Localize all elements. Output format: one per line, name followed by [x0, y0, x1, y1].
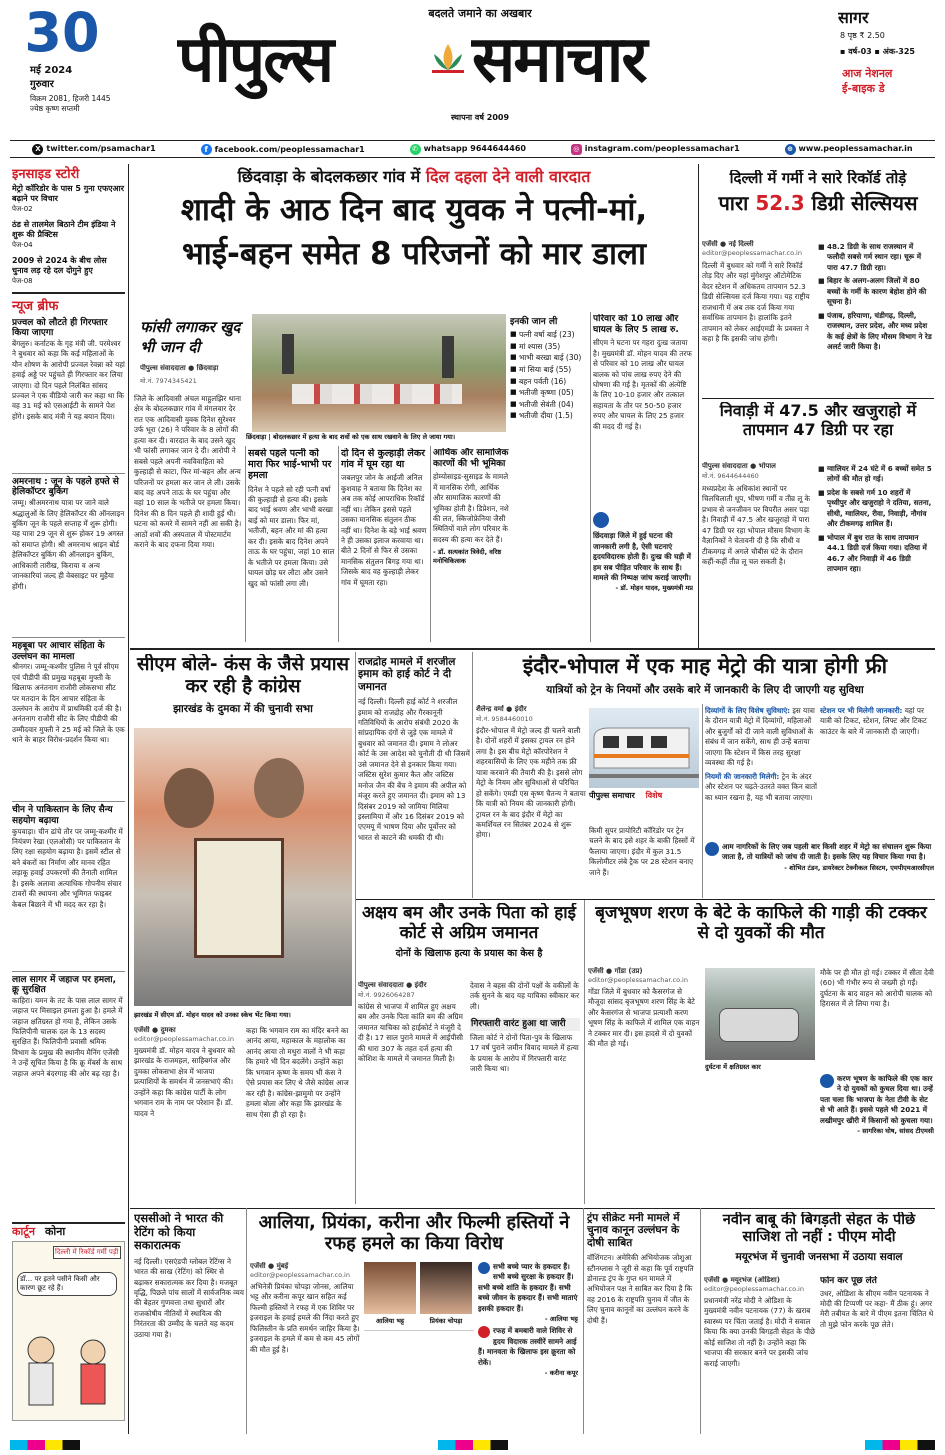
inside-item-page: पेज-02	[12, 204, 33, 213]
niwari-body: मध्यप्रदेश के अधिकांश स्थानों पर चिलचिलाती धूप, भीषण गर्मी व तीव्र लू के प्रभाव से जनजीवन पर विपरीत असर पड़ा है। निवाड़ी में 47.5 और खजुराहो में पारा 47 डिग्री पर रहा भोपाल मौसम विभाग के वैज्ञानिकों ने चेतावनी दी है कि सीधी व टीकमगढ़ में अगले चौबीस घंटे के दौरान कहीं-कहीं तीव्र लू चल सकती है।	[702, 484, 811, 567]
lead-body-col1: जिले के आदिवासी अंचल माहुलझिर थाना क्षेत्र के बोदलकछार गांव में मंगलवार देर रात एक आदिवासी युवक दिनेश सुरेश्वर उर्फ भूरा (26) ने परिवार के 8 लोगों की हत्या कर दी। वारदात के बाद उसने खुद भी फांसी लगाकर जान दे दी। आरोपी ने सबसे पहले अपनी नवविवाहिता को कुल्हाड़ी से काटा, फिर मां-बहन और अन्य परिजनों पर हमला कर जान ले ली। उसके बाद वह अपने ताऊ के घर पहुंचा और वहां 10 साल के भतीजे पर हमला किया। दिनेश की 8 दिन पहले ही शादी हुई थी। घटना को कमरे में सामने नहीं आ सकी है। आठों शवों की अस्पताल में पोस्टमार्टम कराने के बाद दफना दिया गया।	[134, 394, 242, 550]
metro-quote	[705, 842, 934, 896]
whatsapp-text: whatsapp 9644644460	[423, 143, 526, 153]
delhi-head-red: 52.3	[755, 190, 805, 215]
alia-email: editor@peoplessamachar.co.in	[250, 1271, 350, 1279]
inside-item-page: पेज-04	[12, 240, 33, 249]
lead-kicker	[134, 166, 694, 188]
metro-info	[820, 706, 934, 846]
whatsapp-link[interactable]	[410, 144, 526, 155]
quote-icon	[705, 842, 719, 856]
brief-body: काहिरा। यमन के तट के पास लाल सागर में जहाज पर मिसाइल हमला हुआ है। हमले में जहाज क्षतिग्रस्त हो गया है, लेकिन उसके फिलिपीनी चालक दल के 13 सदस्य सुरक्षित हैं। फिलिपीनी प्रवासी श्रमिक विभाग के प्रमुख की स्थानीय मैनिंग एजेंसी ने उन्हें सूचित किया है कि क्रू मेंबर्स के साथ जहाज अपने बंदरगाह की ओर बढ़ रहा है।	[12, 995, 123, 1078]
victims-list	[510, 329, 588, 422]
alia-body: अभिनेत्री प्रियंका चोपड़ा जोनस, आलिया भट्ट और करीना कपूर खान सहित कई फिल्मी हस्तियों ने रफह में एक शिविर पर इजराइल के हवाई हमले की निंदा करते हुए फिलिस्तीन के प्रति समर्थन जाहिर किया है। इजराइल के हमले में कम से कम 45 लोगों की मौत हुई है।	[250, 1282, 360, 1354]
sco-body: नई दिल्ली। एसएंडपी ग्लोबल रेटिंग्स ने भारत की साख (रेटिंग) को स्थिर से बढ़ाकर सकारात्मक कर दिया है। मजबूत वृद्धि, पिछले पांच सालों में सार्वजनिक व्यय की बेहतर गुणवत्ता तथा सुधारों और राजकोषीय नीतियों में स्थायित्व की निरंतरता की उम्मीद के चलते यह कदम उठाया गया है।	[134, 1256, 244, 1339]
lead-col2-head: सबसे पहले पत्नी को मारा फिर भाई-भाभी पर हमला	[248, 448, 332, 482]
brief-head: महबूबा पर आचार संहिता के उल्लंघन का मामला	[12, 641, 105, 662]
brief-body: बेंगलुरु। कर्नाटक के गृह मंत्री जी. परमेश्वर ने बुधवार को कहा कि कई महिलाओं के यौन शोषण के आरोपी प्रज्वल रेवन्ना को यहां हवाई अड्डे पर पहुंचते ही गिरफ्तार कर लिया जाएगा। दो दिन पहले निलंबित सांसद प्रज्वल ने एक वीडियो जारी कर कहा था कि वह 31 मई को एसआईटी के सामने पेश होंगे। इसके बाद मंत्री ने यह बयान दिया।	[12, 338, 125, 421]
inside-item[interactable]	[12, 256, 125, 286]
priyanka-photo	[420, 1262, 472, 1314]
naveen-phone-head: फोन कर पूछ लेते	[820, 1276, 877, 1286]
brief-item	[12, 801, 125, 966]
lead-kicker-left: छिंदवाड़ा के बोदलकछार गांव में	[237, 167, 421, 186]
metro-photo-label-text: पीपुल्स समाचार	[589, 791, 635, 800]
tagline: बदलते जमाने का अखबार	[428, 7, 532, 20]
akshay-byline: पीपुल्स संवाददाता ● इंदौर	[358, 981, 427, 989]
delhi-bullet: ■ पंजाब, हरियाणा, चंडीगढ़, दिल्ली, राजस्थान, उत्तर प्रदेश, और मध्य प्रदेश के कई क्षेत्रों के लिए मौसम विभाग ने रेड अलर्ट जारी किया है।	[818, 311, 932, 353]
lead-side-body: सीएम ने घटना पर गहरा दुःख जताया है। मुख्यमंत्री डॉ. मोहन यादव की तरफ से परिवार को 10 लाख और घायल बालक को पांच लाख रुपए देने की घोषणा की गई है। मृतकों की अंत्येष्टि के लिए 10-10 हजार और तत्काल सहायता के तौर पर 50-50 हजार रुपए और घायल के लिए 25 हजार की मदद दी गई है।	[593, 338, 692, 431]
sco-story	[134, 1212, 244, 1434]
congress-byline: एजेंसी ● दुमका	[134, 1026, 176, 1034]
inside-item-text: मेट्रो कॉरिडोर के पास 5 गुना एफएआर बढ़ाने पर विचार	[12, 184, 124, 204]
lead-side	[593, 314, 693, 642]
social-bar	[10, 140, 935, 158]
priyanka-photo-caption: प्रियंका चोपड़ा	[429, 1317, 463, 1325]
niwari-byline: पीपुल्स संवाददाता ● भोपाल	[702, 462, 776, 470]
brief-item	[12, 637, 125, 797]
lead-col3	[341, 448, 427, 643]
delhi-head-line1: दिल्ली में गर्मी ने सारे रिकॉर्ड तोड़े	[729, 170, 907, 187]
date-samvat: विक्रम 2081, हिजरी 1445	[30, 94, 111, 103]
metro-train-icon	[589, 708, 699, 788]
niwari-bullets	[818, 464, 932, 574]
brij-email: editor@peoplessamachar.co.in	[588, 976, 688, 984]
delhi-head-line2	[702, 192, 934, 216]
title-left: पीपुल्स	[178, 23, 333, 97]
naveen-head: नवीन बाबू की बिगड़ती सेहत के पीछे साजिश तो नहीं : पीएम मोदी	[722, 1212, 916, 1246]
lead-quote: छिंदवाड़ा जिले में हुई घटना की जानकारी लगी है, ऐसी घटनाएं हृदयविदारक होती हैं। दुःख की घड़ी में हम सब पीड़ित परिवार के साथ हैं। मामले की निष्पक्ष जांच कराई जाएगी।	[593, 531, 692, 582]
inside-item-text: 2009 से 2024 के बीच लोस चुनाव लड़ रहे दल दोगुने हुए	[12, 255, 107, 276]
delhi-byline: एजेंसी ● नई दिल्ली	[702, 240, 754, 248]
sco-head: एससीओ ने भारत की रेटिंग को किया सकारात्मक	[134, 1212, 224, 1253]
cartoon-box	[12, 1222, 125, 1427]
inside-item-text: ठंड से तालमेल बिठाने टीम इंडिया ने शुरू की प्रैक्टिस	[12, 219, 116, 240]
edition-note	[842, 66, 942, 96]
pages-price: 8 पृष्ठ ₹ 2.50	[840, 31, 885, 40]
inside-item-page: पेज-08	[12, 276, 33, 285]
lead-col4-body: होम्योसाइड-सुसाइड के मामले में मानसिक रोगी, आर्थिक और सामाजिक कारणों की भूमिका होती है। डिप्रेशन, नशे की लत, स्किजोफ्रेनिया जैसी स्थितियों वाले लोग परिवार के सदस्य की हत्या कर देते हैं।	[433, 472, 509, 544]
brief-body: जम्मू। श्रीअमरनाथ यात्रा पर जाने वाले श्रद्धालुओं के लिए हेलिकॉप्टर की ऑनलाइन बुकिंग जून के पहले सप्ताह में शुरू होगी। यह यात्रा 29 जून से शुरू होकर 19 अगस्त को समाप्त होगी। श्री अमरनाथ श्राइन बोर्ड हेलिकॉप्टर बुकिंग की ऑनलाइन बुकिंग, आधिकारी तारीख, किराया व अन्य जानकारियां जल्द ही वेबसाइट पर मुहैया होंगी।	[12, 498, 125, 591]
left-column	[12, 164, 125, 1209]
lead-col4-head: आर्थिक और सामाजिक कारणों की भी भूमिका	[433, 448, 509, 469]
brij-box	[820, 1074, 934, 1204]
cartoon-corner: कोना	[44, 1225, 66, 1238]
metro-special: विशेष	[645, 791, 663, 800]
lead-photo	[252, 314, 506, 432]
x-icon: X	[32, 144, 43, 155]
naveen-sub: मयूरभंज में चुनावी जनसभा में उठाया सवाल	[735, 1251, 903, 1264]
founded-year: स्थापना वर्ष 2009	[450, 113, 510, 122]
metro-info-text: यहां पर यात्री को टिकट, स्टेशन, लिफ्ट और टिकट काउंटर के बारे में जानकारी दी जाएगी।	[820, 706, 927, 736]
date-weekday: गुरुवार	[30, 79, 54, 90]
cartoon-bubble2: डॉ... पर इतने पसीने किसी और कारण छूट रहे हैं।	[17, 1272, 117, 1296]
alia-head: आलिया, प्रियंका, करीना और फिल्मी हस्तियों ने रफह हमले का किया विरोध	[258, 1212, 570, 1255]
city-name: सागर	[838, 8, 869, 27]
metro-head: इंदौर-भोपाल में एक माह मेट्रो की यात्रा होगी फ्री	[522, 654, 888, 678]
delhi-story	[702, 170, 934, 395]
brief-item	[12, 318, 125, 469]
delhi-body: दिल्ली में बुधवार को गर्मी ने सारे रिकॉर्ड तोड़ दिए और यहां मुंगेशपुर ऑटोमेटिक वेदर स्टेशन में अधिकतम तापमान 52.3 डिग्री सेल्सियस दर्ज किया गया। यह राष्ट्रीय राजधानी में अब तक दर्ज किया गया सर्वाधिक तापमान है। हालांकि इतने तापमान को लेकर आईएमडी के प्रवक्ता ने कहा है कि इसकी जांच होगी।	[702, 261, 810, 344]
victim-item: ■ मां सिया बाई (55)	[510, 364, 588, 376]
quote-icon	[478, 1262, 490, 1274]
naveen-email: editor@peoplessamachar.co.in	[704, 1285, 804, 1293]
lead-byline: पीपुल्स संवाददाता ● छिंदवाड़ा	[140, 364, 219, 372]
date-block	[12, 4, 142, 134]
delhi-email: editor@peoplessamachar.co.in	[702, 249, 802, 257]
edition-line1: आज नेशनल	[842, 67, 893, 80]
congress-body1: मुख्यमंत्री डॉ. मोहन यादव ने बुधवार को झारखंड के राजमहल, साहिबगंज और दुमका लोकसभा क्षेत्र में भाजपा प्रत्याशियों के समर्थन में जनसभाएं की। उन्होंने कहा कि कांग्रेस पार्टी के लोग भगवान राम के नाम पर परेशान हैं। डॉ. यादव ने	[134, 1046, 235, 1118]
date-day: 30	[24, 4, 100, 64]
lead-headline-2: भाई-बहन समेत 8 परिजनों को मार डाला	[181, 236, 647, 272]
lead-col4-sign: - डॉ. सत्यकांत त्रिवेदी, वरिष्ठ मनोचिकित्सक	[433, 548, 502, 566]
brief-head: चीन ने पाकिस्तान के लिए सैन्य सहयोग बढ़ाया	[12, 805, 113, 826]
metro-facilities-title: दिव्यांगों के लिए विशेष सुविधाएं:	[705, 706, 791, 715]
metro-body1: इंदौर-भोपाल में मेट्रो जल्द ही चलने वाली है। दोनों शहरों में इसका ट्रायल रन होने लगा है। इस बीच मेट्रो कॉरपोरेशन ने शहरवासियों के लिए एक महीने तक फ्री यात्रा करवाने की तैयारी की है। इससे लोग मेट्रो के नियम और सुविधाओं से परिचित हो सकेंगे। एमडी एस कृष्ण चैतन्य ने बताया कि यात्री को नियम की जानकारी होगी। ट्रायल रन के बाद इंदौर में मेट्रो का कमर्शियल रन सितंबर 2024 से शुरू होगा।	[476, 726, 586, 840]
naveen-phone-body: उधर, ओडिशा के सीएम नवीन पटनायक ने मोदी की टिप्पणी पर कहा- मैं ठीक हूं। अगर मेरी तबीयत के बारे में पीएम इतना चिंतित थे तो मुझे फोन करके पूछ लेते।	[820, 1288, 934, 1329]
alia-quote1-sign: - आलिया भट्ट	[544, 1315, 578, 1324]
niwari-bullet: ■ प्रदेश के सबसे गर्म 10 शहरों में पृथ्वीपुर और खजुराहो ने दतिया, सतना, सीधी, ग्वालियर, रीवा, निवाड़ी, नौगांव और टीकमगढ़ शामिल हैं।	[818, 488, 932, 530]
instagram-text: instagram.com/peoplessamachar1	[584, 143, 740, 153]
congress-sub: झारखंड के दुमका में की चुनावी सभा	[173, 702, 313, 715]
delhi-bullet: ■ 48.2 डिग्री के साथ राजस्थान में फलौदी सबसे गर्म स्थान रहा। चूरू में पारा 47.7 डिग्री रहा।	[818, 242, 932, 273]
metro-info-title: स्टेशन पर भी मिलेगी जानकारी:	[820, 706, 903, 715]
brij-photo	[705, 968, 815, 1060]
cartoon-image	[12, 1241, 125, 1421]
date-month: मई 2024	[30, 65, 73, 76]
metro-photo-label	[589, 790, 699, 801]
twitter-link[interactable]	[32, 144, 155, 155]
akshay-head: अक्षय बम और उनके पिता को हाई कोर्ट से अग्रिम जमानत	[362, 903, 576, 944]
instagram-link[interactable]	[571, 144, 740, 155]
masthead	[0, 0, 945, 140]
alia-photo	[364, 1262, 416, 1314]
brij-box-text: करण भूषण के काफिले की एक कार ने दो युवकों को कुचल दिया था। उन्हें पता चला कि भाजपा के नेता टीवी के सेट से भी आते हैं। इससे पहले भी 2021 में लखीमपुर खीरी में किसानों को कुचला गया।	[820, 1074, 933, 1125]
delhi-head-suffix: डिग्री सेल्सियस	[811, 190, 918, 215]
congress-photo-caption: झारखंड में सीएम डॉ. मोहन यादव को उनका स्केच भेंट किया गया।	[134, 1011, 291, 1019]
brief-head: प्रज्वल को लौटते ही गिरफ्तार किया जाएगा	[12, 317, 108, 339]
akshay-body2: देवास ने बहस की दोनों पक्षों के वकीलों के तर्क सुनने के बाद यह याचिका स्वीकार कर ली।	[470, 981, 580, 1011]
victim-item: ■ पत्नी वर्षा बाई (23)	[510, 329, 588, 341]
title-right: समाचार	[472, 23, 646, 97]
metro-quote-text: आम नागरिकों के लिए जब पहली बार किसी शहर में मेट्रो का संचालन शुरू किया जाता है, तो यात्रियों को जांच दी जाती है। इसके लिए यह विचार किया गया है।	[722, 842, 932, 862]
cartoon-bubble1: दिल्ली में रिकॉर्ड गर्मी पड़ी	[53, 1246, 121, 1259]
trump-story	[587, 1212, 697, 1434]
metro-mobile: मो.नं. 9584460010	[476, 715, 533, 723]
delhi-head-prefix: पारा	[718, 190, 749, 215]
akshay-story	[358, 903, 580, 1203]
brij-byline: एजेंसी ● गोंडा (उप्र)	[588, 967, 643, 975]
congress-email: editor@peoplessamachar.co.in	[134, 1035, 234, 1043]
akshay-sub: दोनों के खिलाफ हत्या के प्रयास का केस है	[395, 948, 543, 960]
facebook-link[interactable]	[201, 144, 365, 155]
sharjeel-story	[358, 656, 470, 896]
alia-quotes	[478, 1262, 578, 1434]
metro-sub: यात्रियों को ट्रेन के नियमों और उसके बारे में जानकारी के लिए दी जाएगी यह सुविधा	[546, 683, 864, 696]
congress-text	[134, 1026, 352, 1206]
edition-line2: ई-बाइक डे	[842, 82, 885, 95]
inside-item[interactable]	[12, 220, 125, 250]
date-paksha: ज्येष्ठ कृष्ण सप्तमी	[30, 104, 80, 113]
alia-quote1: सभी बच्चे प्यार के हकदार हैं। सभी बच्चे सुरक्षा के हकदार हैं। सभी बच्चे शांति के हकदार हैं। सभी बच्चे जीवन के हकदार हैं। सभी माताएं इसकी हकदार हैं।	[478, 1262, 578, 1313]
alia-col-rule	[364, 1330, 474, 1331]
year-issue: ▪ वर्ष-03 ▪ अंक-325	[840, 47, 915, 56]
metro-quote-sign: - शोभित टंडन, डायरेक्टर टेक्नीकल सिस्टम, एमपीएमआरसीएल	[784, 863, 934, 872]
akshay-body1: कांग्रेस से भाजपा में शामिल हुए अक्षय बम और उनके पिता कांति बम की अग्रिम जमानत याचिका को हाईकोर्ट ने मंजूरी दे दी है। 17 साल पुराने मामले में आईपीसी की धारा 307 के तहत दर्ज हत्या की कोशिश के मामले में जमानत मिली है।	[358, 1002, 463, 1064]
lead-col4	[433, 448, 509, 643]
brief-head: लाल सागर में जहाज पर हमला, क्रू सुरक्षित	[12, 974, 117, 996]
metro-facilities	[705, 706, 817, 846]
lead-photo-caption: छिंदवाड़ा | बोदलकछार में हत्या के बाद शवों को एक साथ रखवाने के लिए ले जाया गया।	[246, 433, 456, 441]
alia-photo-caption: आलिया भट्ट	[375, 1317, 405, 1325]
color-registration-bar	[10, 1440, 935, 1452]
brij-head: बृजभूषण शरण के बेटे के काफिले की गाड़ी की टक्कर से दो युवकों की मौत	[595, 903, 927, 944]
niwari-bullet: ■ भोपाल में बुध रात के साथ तापमान 44.1 डिग्री दर्ज किया गया। दतिया में 46.7 और निवाड़ी में 46 डिग्री तापमान रहा।	[818, 533, 932, 575]
niwari-bullet: ■ ग्वालियर में 24 घंटे में 6 बच्चों समेत 5 लोगों की मौत हो गई।	[818, 464, 932, 485]
whatsapp-icon: ✆	[410, 144, 421, 155]
metro-byline: शैलेन्द्र वर्मा ● इंदौर	[476, 705, 527, 713]
newspaper-title	[160, 20, 770, 100]
congress-body2: कहा कि भगवान राम का मंदिर बनने का आनंद आया, महाकाल के महालोक का आनंद आया तो मथुरा वालों ने भी कहा कि हमारे भी दिन बदलेंगे। उन्होंने कहा कि भगवान कृष्ण के समय भी कंस ने ऐसे प्रयास कर लिए थे जैसे कांग्रेस आज कर रही है। कांग्रेस-झामुमो पर उन्होंने हमला बोला और कहा कि झारखंड के साथ ऐसा ही हो रहा है।	[246, 1026, 349, 1119]
quote-icon	[593, 512, 609, 528]
lead-mobile: मो.नं. 7974345421	[140, 377, 197, 385]
facebook-text: facebook.com/peoplessamachar1	[214, 144, 365, 154]
trump-head: ट्रंप सीक्रेट मनी मामले में चुनाव कानून उल्लंघन के दोषी साबित	[587, 1212, 680, 1249]
trump-body: वॉशिंगटन। अमेरिकी अभियोजक जोशुआ स्टीनग्लास ने जूरी से कहा कि पूर्व राष्ट्रपति डोनाल्ड ट्रंप के गुप्त धन मामले में अभियोजन पक्ष ने साबित कर दिया है कि वह 2016 के राष्ट्रपति चुनाव में जीत के लिए चुनाव कानूनों का उल्लंघन करने के दोषी हैं।	[587, 1253, 694, 1325]
akshay-mobile: मो.नं. 9926064287	[358, 991, 415, 999]
lead-col3-body: जबलपुर जोन के आईजी अनिल कुशवाह ने बताया कि दिनेश का अब तक कोई आपराधिक रिकॉर्ड नहीं था। लेकिन इससे पहले उसका मानसिक संतुलन ठीक नहीं था। दिनेश के बड़े भाई श्रवण ने ही उसका इलाज करवाया था। बीते 2 दिनों से फिर से उसका मानसिक संतुलन बिगड़ गया था। जिसके बाद वह कुल्हाड़ी लेकर गांव में घूमता रहा।	[341, 473, 427, 587]
globe-icon: ⊕	[785, 144, 796, 155]
victim-item: ■ बहन पर्वती (16)	[510, 376, 588, 388]
lead-col3-head: दो दिन से कुल्हाड़ी लेकर गांव में घूम रहा था	[341, 448, 425, 471]
victims-title: इनकी जान ली	[510, 317, 558, 327]
metro-photo	[589, 708, 699, 788]
sharjeel-head: राजद्रोह मामले में शरजील इमाम को हाई कोर्ट ने दी जमानत	[358, 656, 456, 693]
cartoon-figures	[13, 1330, 123, 1420]
lead-col2	[248, 448, 336, 643]
brief-body: कुपवाड़ा। चीन ढांचे तौर पर जम्मू-कश्मीर में नियंत्रण रेखा (एलओसी) पर पाकिस्तान के लिए रक्षा सहयोग बढ़ाया है। इसमें स्टील से बने बंकरों का निर्माण और मानव रहित लड़ाकू हवाई उपकरणों की तैनाती शामिल है। इसके अलावा अत्याधिक गोपनीय संचार टावरों की स्थापना और भूमिगत फाइबर केबल बिछाने में भी मदद कर रहा है।	[12, 826, 123, 909]
niwari-head: निवाड़ी में 47.5 और खजुराहो में तापमान 47 डिग्री पर रहा	[719, 402, 917, 439]
alia-body-cont	[364, 1330, 474, 1434]
metro-rules-title: नियमों की जानकारी मिलेगी:	[705, 771, 780, 781]
congress-photo	[134, 728, 352, 1006]
twitter-text: twitter.com/psamachar1	[46, 143, 156, 153]
naveen-byline: एजेंसी ● मयूरभंज (ओडिशा)	[704, 1276, 780, 1284]
alia-byline: एजेंसी ● मुंबई	[250, 1262, 289, 1270]
brij-body1: गोंडा जिले में बुधवार को कैसरगंज से मौजूदा सांसद बृजभूषण शरण सिंह के बेटे और कैसरगंज से भाजपा प्रत्याशी करण भूषण सिंह के काफिले में शामिल एक वाहन ने टक्कर मार दी। इस हादसे में दो युवकों की मौत हो गई।	[588, 987, 700, 1049]
quote-icon	[820, 1074, 834, 1088]
victim-item: ■ भतीजी कृष्णा (05)	[510, 387, 588, 399]
facebook-icon: f	[201, 144, 212, 155]
victim-item: ■ भतीजी सेवंती (04)	[510, 399, 588, 411]
brief-item	[12, 473, 125, 633]
delhi-bullets	[818, 242, 932, 352]
news-brief-title: न्यूज ब्रीफ	[12, 292, 125, 314]
lead-headline-1: शादी के आठ दिन बाद युवक ने पत्नी-मां,	[180, 192, 648, 228]
delhi-bullet: ■ बिहार के अलग-अलग जिलों में 80 बच्चों के गर्मी के कारण बेहोश होने की सूचना है।	[818, 276, 932, 307]
victim-item: ■ भतीजी दीया (1.5)	[510, 410, 588, 422]
akshay-arrest-head: गिरफ्तारी वारंट हुआ था जारी	[470, 1018, 580, 1031]
brij-box-sign: - सागरिका घोष, सांसद टीएमसी	[857, 1127, 934, 1136]
niwari-mobile: मो.नं. 9644644460	[702, 472, 759, 480]
metro-facilities-text: इस यात्रा के दौरान यात्री मेट्रो में दिव्यांगों, महिलाओं और बुजुर्गों को दी जाने वाली सुविधाओं के संबंध में जान सकेंगे, साथ ही उन्हें बताया जाएगा कि स्टेशन में किस तरह सुरक्षा व्यवस्था की गई है।	[705, 706, 815, 768]
akshay-arrest-body: जिला कोर्ट ने दोनों पिता-पुत्र के खिलाफ 17 वर्ष पुराने जमीन विवाद मामले में हत्या के प्रयास के आरोप में गिरफ्तारी वारंट जारी किया था।	[470, 1032, 579, 1074]
naveen-story	[704, 1212, 934, 1434]
lead-kicker-right: दिल दहला देने वाली वारदात	[425, 167, 591, 186]
sharjeel-body: नई दिल्ली। दिल्ली हाई कोर्ट ने शरजील इमाम को राजद्रोह और गैरकानूनी गतिविधियों के आरोप संबंधी 2020 के सांप्रदायिक दंगों से जुड़े एक मामले में बुधवार को जमानत दी। इमाम ने लोअर कोर्ट के उस आदेश को चुनौती दी थी जिसमें उसे जमानत देने से इनकार किया गया। जस्टिस सुरेश कुमार कैत और जस्टिस मनोज जैन की बेंच ने इमाम की अपील को मंजूर करते हुए जमानत दी। इमाम को 13 दिसंबर 2019 को जामिया मिलिया इस्लामिया में और 16 दिसंबर 2019 को एएमयू में भाषण दिया और पूर्वोत्तर को भारत से काटने की धमकी दी थी।	[358, 697, 470, 842]
brij-story	[588, 903, 934, 963]
lead-side-head: परिवार को 10 लाख और घायल के लिए 5 लाख रु.	[593, 314, 679, 335]
brief-head: अमरनाथ : जून के पहले हफ्ते से हेलिकॉप्टर बुकिंग	[12, 476, 119, 498]
victim-item: ■ भाभी बरखा बाई (30)	[510, 352, 588, 364]
naveen-body: प्रधानमंत्री नरेंद्र मोदी ने ओडिशा के मुख्यमंत्री नवीन पटनायक (77) के खराब स्वास्थ्य पर चिंता जताई है। मोदी ने सवाल किया कि क्या उनकी बिगड़ती सेहत के पीछे कोई साजिश तो नहीं है। उन्होंने कहा कि भाजपा की सरकार बनने पर इसकी जांच कराई जाएगी।	[704, 1296, 816, 1368]
alia-quote2-sign: - करीना कपूर	[544, 1368, 578, 1377]
web-link[interactable]	[785, 144, 913, 155]
instagram-icon: ◎	[571, 144, 582, 155]
alia-quote2: रफह में बमबारी वाले शिविर से हृदय विदारक तस्वीरें सामने आई हैं। मानवता के खिलाफ इस क्रूरता को रोकें।	[478, 1326, 577, 1367]
brij-body2: मौके पर ही मौत हो गई। टक्कर में सीता देवी (60) भी गंभीर रूप से जख्मी हो गईं। दुर्घटना के बाद वाहन को आरोपी चालक को हिरासत में ले लिया गया है।	[820, 968, 934, 1009]
lead-subhead: फांसी लगाकर खुद भी जान दी	[140, 318, 241, 356]
metro-body2: किमी सुपर प्रायोरिटी कॉरिडोर पर ट्रेन चलने के बाद इसे शहर के बाकी हिस्सों में फैलाया जाएगा। इंदौर में कुल 31.5 किलोमीटर लंबे ट्रैक पर 28 स्टेशन बनाए जाने हैं।	[589, 826, 695, 877]
niwari-story	[702, 402, 934, 647]
brij-photo-caption: दुर्घटना में क्षतिग्रस्त कार	[705, 1063, 761, 1071]
lotus-logo-icon	[428, 40, 468, 76]
brief-item	[12, 971, 125, 1111]
lead-col2-body: दिनेश ने पहले सो रही पत्नी वर्षा की कुल्हाड़ी से हत्या की। इसके बाद भाई श्रवण और भाभी बरखा बाई को मार डाला। फिर मां, भतीजी, बहन और मां की हत्या कर दी। इसके बाद दिनेश अपने ताऊ के घर पहुंचा, जहां 10 साल के भतीजे पर हमला किया। उसे घायल छोड़ घर लौटा और उसने खुद को फांसी लगा ली।	[248, 484, 335, 588]
inside-story-title: इनसाइड स्टोरी	[12, 167, 80, 182]
inside-item[interactable]	[12, 184, 125, 214]
web-text: www.peoplessamachar.in	[798, 143, 913, 153]
victims-box	[510, 314, 588, 434]
metro-rules-text: ट्रेन के अंदर और स्टेशन पर चढ़ते-उतरते वक्त किन बातों का ध्यान रखना है, यह भी बताया जाएगा।	[705, 771, 817, 802]
congress-head: सीएम बोले- कंस के जैसे प्रयास कर रही है कांग्रेस	[136, 654, 350, 697]
brief-body: श्रीनगर। जम्मू-कश्मीर पुलिस ने पूर्व सीएम एवं पीडीपी की प्रमुख महबूबा मुफ्ती के खिलाफ अनंतनाग राजौरी लोकसभा सीट पर मतदान के दिन आचार संहिता के उल्लंघन के आरोप में प्राथमिकी दर्ज की है। अनंतनाग राजौरी सीट के लिए पीडीपी की उम्मीदवार मुफ्ती ने 25 मई को जिले के एक थाने के बाहर विरोध-प्रदर्शन किया था।	[12, 662, 125, 745]
cartoon-label: कार्टून	[12, 1225, 35, 1238]
victim-item: ■ मां श्यास (35)	[510, 341, 588, 353]
lead-quote-sign: - डॉ. मोहन यादव, मुख्यमंत्री मप्र	[615, 584, 693, 593]
